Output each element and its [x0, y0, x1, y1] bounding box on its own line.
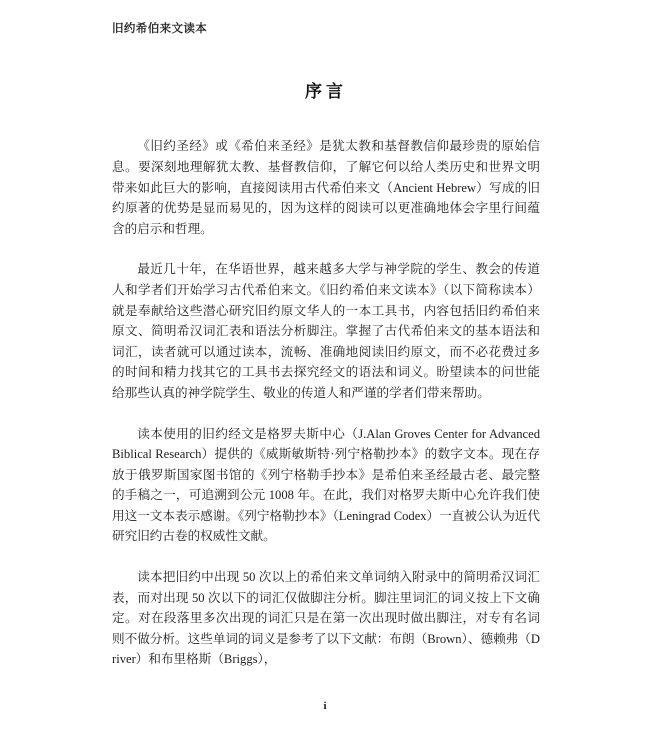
- page-title: 序言: [305, 82, 347, 101]
- page-number: i: [323, 700, 327, 712]
- page-content: [112, 82, 540, 670]
- body-paragraph-2: 最近几十年，在华语世界，越来越多大学与神学院的学生、教会的传道人和学者们开始学习古代希伯来文。《旧约希伯来文读本》（以下简称读本）就是奉献给这些潜心研究旧约原文华人的一本工具书，内容包括旧约希伯来原文、简明希汉词汇表和语法分析脚注。掌握了古代希伯来文的基本语法和词汇，读者就可以通过读本，流畅、准确地阅读旧约原文，而不必花费过多的时间和精力找其它的工具书去探究经文的语法和词义。盼望读本的问世能给那些认真的神学院学生、敬业的传道人和严谨的学者们带来帮助。: [112, 262, 540, 400]
- body-paragraph-1: 《旧约圣经》或《希伯来圣经》是犹太教和基督教信仰最珍贵的原始信息。要深刻地理解犹太教、基督教信仰，了解它何以给人类历史和世界文明带来如此巨大的影响，直接阅读用古代希伯来文（Ancient Hebrew）写成的旧约原著的优势是显而易见的，因为这样的阅读可以更准确地体会字里行间蕴含的启示和哲理。: [112, 139, 540, 236]
- running-header: 旧约希伯来文读本: [112, 23, 208, 35]
- body-paragraph-4: 读本把旧约中出现 50 次以上的希伯来文单词纳入附录中的简明希汉词汇表，而对出现 50 次以下的词汇仅做脚注分析。脚注里词汇的词义按上下文确定。对在段落里多次出现的词汇只是在第一次出现时做出脚注，对专有名词则不做分析。这些单词的词义是参考了以下文献：布朗（Brown）、德赖弗（Driver）和布里格斯（Briggs），: [112, 570, 540, 667]
- body-paragraph-3: 读本使用的旧约经文是格罗夫斯中心（J.Alan Groves Center for Advanced Biblical Research）提供的《威斯敏斯特·列宁格勒抄本》的数字文本。现在存放于俄罗斯国家图书馆的《列宁格勒手抄本》是希伯来圣经最古老、最完整的手稿之一，可追溯到公元 1008 年。在此，我们对格罗夫斯中心允许我们使用这一文本表示感谢。《列宁格勒抄本》（Leningrad Codex）一直被公认为近代研究旧约古卷的权威性文献。: [112, 426, 540, 544]
